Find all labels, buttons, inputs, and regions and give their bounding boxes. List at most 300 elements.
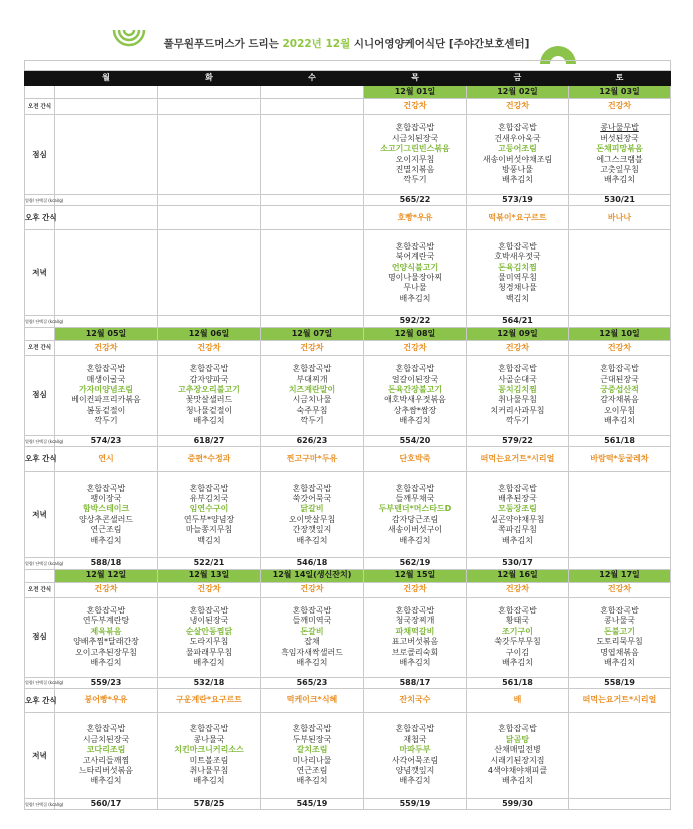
pm-snack-cell: 바람떡*둥굴레차 [569, 447, 671, 472]
kcal-cell [569, 799, 671, 810]
kcal-cell: 559/23 [55, 677, 158, 688]
menu-item: 명이나물장아찌 [387, 272, 443, 282]
menu-item: 청나물겉절이 [185, 405, 233, 415]
menu-item: 재첩국 [403, 734, 427, 744]
pm-snack-row [25, 447, 671, 472]
lunch-row [25, 115, 671, 195]
pm-snack-cell: 증편*수정과 [158, 447, 261, 472]
kcal-cell [261, 195, 364, 206]
menu-item: 돈채피망볶음 [596, 144, 643, 154]
kcal-cell: 573/19 [467, 195, 569, 206]
date-label-cell [25, 569, 55, 582]
menu-item: 혼합잡곡밥 [498, 241, 537, 251]
menu-item: 혼합잡곡밥 [86, 483, 126, 493]
dinner-label: 저녁 [25, 230, 55, 316]
menu-item: 두부텐더*머스타드D [378, 504, 452, 514]
dinner-cell [569, 713, 671, 799]
pm-snack-cell [55, 206, 158, 230]
am-snack-cell: 건강차 [55, 340, 158, 355]
day-tue: 화 [158, 71, 261, 86]
menu-item: 감자당근조림 [391, 514, 439, 524]
menu-item: 배추김치 [90, 535, 122, 545]
menu-item: 치커리사과무침 [490, 405, 545, 415]
dinner-cell [261, 230, 364, 316]
menu-item: 배추김치 [193, 416, 225, 426]
lunch-row [25, 597, 671, 677]
menu-item: 양상추콘샐러드 [78, 514, 134, 524]
kcal-cell: 560/17 [55, 799, 158, 810]
menu-item: 오이맛살무침 [288, 514, 336, 524]
menu-item: 상추쌈*쌈장 [393, 405, 437, 415]
menu-item: 물미역무침 [498, 272, 537, 282]
menu-item: 시금치나물 [292, 395, 332, 405]
day-header-row [25, 71, 671, 86]
date-cell: 12월 13일 [158, 569, 261, 582]
pm-snack-cell: 잔치국수 [364, 689, 467, 713]
pm-snack-cell: 떠먹는요거트*시리얼 [467, 447, 569, 472]
menu-item: 쑥갓두부무침 [494, 637, 541, 647]
kcal-cell: 561/18 [569, 435, 671, 446]
menu-item: 고사리들깨찜 [82, 755, 130, 765]
menu-item: 진멸치볶음 [395, 164, 435, 174]
lunch-cell [158, 597, 261, 677]
lunch-cell [261, 115, 364, 195]
menu-item: 배추김치 [604, 416, 635, 426]
dinner-cell [55, 472, 158, 558]
date-cell: 12월 08일 [364, 327, 467, 340]
lunch-kcal-row [25, 435, 671, 446]
kcal-cell: 559/19 [364, 799, 467, 810]
am-snack-label: 오전 간식 [25, 582, 55, 597]
pm-snack-cell [158, 206, 261, 230]
menu-item: 콩나물무밥 [600, 123, 639, 133]
dinner-cell [364, 230, 467, 316]
kcal-cell [261, 316, 364, 327]
menu-item: 미나리나물 [292, 755, 332, 765]
menu-item: 구이김 [505, 647, 530, 657]
menu-item: 조기구이 [502, 626, 533, 636]
menu-item: 쪽파김무침 [498, 525, 537, 535]
title-prefix: 풀무원푸드머스가 드리는 [163, 38, 283, 50]
dinner-cell [55, 230, 158, 316]
date-cell: 12월 07일 [261, 327, 364, 340]
date-label-cell [25, 327, 55, 340]
menu-item: 버섯된장국 [600, 133, 639, 143]
kcal-cell: 588/17 [364, 677, 467, 688]
date-cell: 12월 06일 [158, 327, 261, 340]
menu-item: 흑임자새싹샐러드 [281, 647, 343, 657]
menu-item: 시래기된장지짐 [490, 755, 545, 765]
lunch-cell [364, 355, 467, 435]
lunch-cell [467, 355, 569, 435]
lunch-cell [467, 115, 569, 195]
lunch-cell [55, 597, 158, 677]
pm-snack-row [25, 689, 671, 713]
kcal-cell: 618/27 [158, 435, 261, 446]
day-sat: 토 [569, 71, 671, 86]
menu-item: 감자양파국 [189, 374, 229, 384]
kcal-cell: 578/25 [158, 799, 261, 810]
menu-item: 에그스크램블 [596, 154, 643, 164]
am-snack-cell: 건강차 [261, 340, 364, 355]
am-snack-row [25, 582, 671, 597]
dinner-cell [569, 472, 671, 558]
date-cell: 12월 02일 [467, 86, 569, 99]
date-row [25, 327, 671, 340]
date-cell: 12월 09일 [467, 327, 569, 340]
am-snack-label: 오전 간식 [25, 340, 55, 355]
menu-item: 미트볼조림 [189, 755, 229, 765]
lunch-cell [55, 115, 158, 195]
dinner-cell [261, 713, 364, 799]
dinner-row [25, 472, 671, 558]
kcal-label: 열량/ 단백질 (kcal/g) [25, 435, 55, 446]
lunch-cell [364, 597, 467, 677]
kcal-cell [55, 195, 158, 206]
pm-snack-cell: 연시 [55, 447, 158, 472]
menu-item: 건새우아욱국 [494, 133, 541, 143]
menu-item: 숙주무침 [296, 405, 328, 415]
menu-item: 코다리조림 [86, 745, 126, 755]
day-fri: 금 [467, 71, 569, 86]
date-label-cell [25, 86, 55, 99]
menu-item: 근대된장국 [600, 374, 639, 384]
menu-item: 혼합잡곡밥 [498, 483, 537, 493]
dinner-cell [364, 472, 467, 558]
kcal-cell: 522/21 [158, 558, 261, 569]
dinner-label: 저녁 [25, 713, 55, 799]
am-snack-cell: 건강차 [569, 340, 671, 355]
menu-item: 오이무침 [604, 405, 635, 415]
dinner-cell [467, 713, 569, 799]
kcal-cell: 588/18 [55, 558, 158, 569]
pm-snack-cell: 단호박죽 [364, 447, 467, 472]
menu-item: 혼합잡곡밥 [600, 364, 639, 374]
am-snack-label: 오전 간식 [25, 99, 55, 115]
menu-item: 혼합잡곡밥 [292, 483, 332, 493]
menu-item: 봄동겉절이 [86, 405, 126, 415]
am-snack-cell: 건강차 [467, 99, 569, 115]
dinner-kcal-row [25, 316, 671, 327]
kcal-cell [158, 316, 261, 327]
menu-item: 느타리버섯볶음 [78, 765, 134, 775]
kcal-cell: 554/20 [364, 435, 467, 446]
menu-item: 냉이된장국 [189, 616, 229, 626]
kcal-cell: 532/18 [158, 677, 261, 688]
menu-item: 배추김치 [399, 535, 431, 545]
menu-item: 순살안동찜닭 [185, 626, 233, 636]
kcal-cell: 565/22 [364, 195, 467, 206]
kcal-cell: 579/22 [467, 435, 569, 446]
menu-item: 청경채나물 [498, 283, 537, 293]
pm-snack-cell: 바나나 [569, 206, 671, 230]
menu-item: 매생이굴국 [86, 374, 126, 384]
date-cell: 12월 03일 [569, 86, 671, 99]
menu-item: 오이고추된장무침 [75, 647, 137, 657]
kcal-label: 열량/ 단백질 (kcal/g) [25, 195, 55, 206]
menu-item: 취나물무침 [498, 395, 537, 405]
am-snack-cell: 건강차 [158, 582, 261, 597]
kcal-cell: 530/21 [569, 195, 671, 206]
lunch-cell [569, 115, 671, 195]
menu-item: 치킨마크니커리소스 [174, 745, 244, 755]
dinner-cell [158, 713, 261, 799]
kcal-cell [158, 195, 261, 206]
pm-snack-cell: 배 [467, 689, 569, 713]
menu-item: 마늘쫑지무침 [185, 525, 233, 535]
menu-item: 백김치 [197, 535, 221, 545]
menu-item: 배추김치 [193, 776, 225, 786]
dinner-kcal-row [25, 799, 671, 810]
menu-item: 양배추찜*달래간장 [73, 637, 139, 647]
menu-item: 시금치된장국 [82, 734, 130, 744]
date-cell: 12월 12일 [55, 569, 158, 582]
dinner-cell [158, 230, 261, 316]
dinner-cell [364, 713, 467, 799]
kcal-label: 열량/ 단백질 (kcal/g) [25, 799, 55, 810]
am-snack-row [25, 99, 671, 115]
menu-item: 배추김치 [502, 776, 533, 786]
lunch-cell [364, 115, 467, 195]
menu-item: 깍두기 [300, 416, 324, 426]
menu-item: 배추김치 [399, 416, 431, 426]
menu-item: 애호박새우젓볶음 [384, 395, 446, 405]
menu-item: 배추김치 [399, 776, 431, 786]
menu-item: 명엽채볶음 [600, 647, 639, 657]
menu-item: 연근조림 [90, 525, 122, 535]
kcal-cell: 530/17 [467, 558, 569, 569]
menu-item: 고등어조림 [498, 144, 537, 154]
menu-item: 깍두기 [505, 416, 530, 426]
menu-item: 배추김치 [90, 776, 122, 786]
menu-item: 혼합잡곡밥 [395, 123, 435, 133]
menu-item: 잡채 [304, 637, 320, 647]
menu-item: 브로콜리숙회 [391, 647, 439, 657]
spacer-row [25, 61, 671, 71]
menu-item: 꽃맛살샐러드 [185, 395, 233, 405]
menu-item: 배추김치 [296, 535, 328, 545]
menu-item: 닭갈비 [300, 504, 324, 514]
menu-item: 연근조림 [296, 765, 328, 775]
menu-item: 혼합잡곡밥 [498, 123, 537, 133]
lunch-cell [55, 355, 158, 435]
day-wed: 수 [261, 71, 364, 86]
pm-snack-label: 오후 간식 [25, 447, 55, 472]
date-cell: 12월 05일 [55, 327, 158, 340]
menu-item: 배추김치 [502, 657, 533, 667]
lunch-kcal-row [25, 677, 671, 688]
menu-item: 깍두기 [403, 175, 427, 185]
menu-item: 콩나물국 [604, 616, 635, 626]
lunch-cell [261, 355, 364, 435]
am-snack-cell [261, 99, 364, 115]
menu-item: 고추장오리불고기 [178, 384, 240, 394]
kcal-cell: 626/23 [261, 435, 364, 446]
menu-item: 팽이장국 [90, 493, 122, 503]
lunch-cell [158, 355, 261, 435]
dinner-kcal-row [25, 558, 671, 569]
menu-item: 궁중섭산적 [600, 384, 639, 394]
lunch-cell [569, 597, 671, 677]
page-title [0, 36, 693, 51]
menu-item: 황태국 [505, 616, 530, 626]
menu-item: 혼합잡곡밥 [395, 605, 435, 615]
menu-item: 혼합잡곡밥 [189, 724, 229, 734]
date-cell: 12월 14일(생신잔치) [261, 569, 364, 582]
menu-item: 실곤약야채무침 [490, 514, 545, 524]
menu-item: 백김치 [505, 293, 530, 303]
date-cell: 12월 01일 [364, 86, 467, 99]
menu-item: 배추된장국 [498, 493, 537, 503]
menu-item: 가자미양념조림 [78, 384, 134, 394]
menu-item: 배추김치 [502, 535, 533, 545]
dinner-row [25, 230, 671, 316]
menu-item: 혼합잡곡밥 [86, 724, 126, 734]
am-snack-cell: 건강차 [364, 99, 467, 115]
kcal-cell [569, 316, 671, 327]
menu-item: 북어계란국 [395, 252, 435, 262]
date-cell: 12월 10일 [569, 327, 671, 340]
lunch-row [25, 355, 671, 435]
am-snack-cell: 건강차 [158, 340, 261, 355]
menu-item: 혼합잡곡밥 [189, 483, 229, 493]
pm-snack-cell: 찐고구마*두유 [261, 447, 364, 472]
menu-item: 혼합잡곡밥 [395, 241, 435, 251]
menu-item: 혼합잡곡밥 [600, 605, 639, 615]
pm-snack-cell [261, 206, 364, 230]
menu-item: 혼합잡곡밥 [395, 364, 435, 374]
menu-item: 모둠장조림 [498, 504, 537, 514]
am-snack-cell: 건강차 [569, 582, 671, 597]
menu-item: 두부된장국 [292, 734, 332, 744]
menu-item: 갈치조림 [296, 745, 328, 755]
pm-snack-cell: 떡볶이*요구르트 [467, 206, 569, 230]
kcal-cell: 592/22 [364, 316, 467, 327]
menu-item: 마파두부 [399, 745, 431, 755]
menu-item: 배추김치 [604, 657, 635, 667]
dinner-cell [569, 230, 671, 316]
menu-item: 돈불고기 [604, 626, 635, 636]
menu-item: 혼합잡곡밥 [292, 364, 332, 374]
menu-item: 혼합잡곡밥 [292, 724, 332, 734]
pm-snack-cell: 붕어빵*우유 [55, 689, 158, 713]
menu-item: 배추김치 [193, 657, 225, 667]
date-cell [261, 86, 364, 99]
menu-item: 배추김치 [399, 293, 431, 303]
am-snack-cell: 건강차 [467, 582, 569, 597]
menu-item: 혼합잡곡밥 [292, 605, 332, 615]
pm-snack-cell: 호빵*우유 [364, 206, 467, 230]
menu-item: 들깨미역국 [292, 616, 332, 626]
date-cell [158, 86, 261, 99]
menu-item: 깍두기 [94, 416, 118, 426]
kcal-cell: 599/30 [467, 799, 569, 810]
menu-item: 들깨무채국 [395, 493, 435, 503]
menu-item: 베이컨파프리카볶음 [71, 395, 141, 405]
kcal-cell: 558/19 [569, 677, 671, 688]
menu-item: 돈육간장불고기 [387, 384, 443, 394]
am-snack-cell: 건강차 [569, 99, 671, 115]
menu-item: 혼합잡곡밥 [395, 724, 435, 734]
menu-item: 표고버섯볶음 [391, 637, 439, 647]
lunch-cell [569, 355, 671, 435]
day-mon: 월 [55, 71, 158, 86]
menu-item: 배추김치 [90, 657, 122, 667]
dinner-cell [55, 713, 158, 799]
menu-item: 돈갈비 [300, 626, 324, 636]
day-thu: 목 [364, 71, 467, 86]
menu-item: 오이지무침 [395, 154, 435, 164]
menu-item: 청국장찌개 [395, 616, 435, 626]
menu-item: 얼갈이된장국 [391, 374, 439, 384]
menu-item: 혼합잡곡밥 [395, 483, 435, 493]
kcal-label: 열량/ 단백질 (kcal/g) [25, 677, 55, 688]
menu-item: 방풍나물 [502, 164, 533, 174]
menu-item: 산채매밀전병 [494, 745, 541, 755]
pm-snack-cell: 떡케이크*식혜 [261, 689, 364, 713]
lunch-label: 점심 [25, 355, 55, 435]
menu-item: 연두부*양념장 [183, 514, 235, 524]
menu-item: 시금치된장국 [391, 133, 439, 143]
kcal-cell: 574/23 [55, 435, 158, 446]
lunch-cell [467, 597, 569, 677]
kcal-cell: 561/18 [467, 677, 569, 688]
menu-item: 혼합잡곡밥 [498, 364, 537, 374]
menu-item: 호박새우젓국 [494, 252, 541, 262]
date-cell [55, 86, 158, 99]
menu-item: 소고기그린빈스볶음 [380, 144, 450, 154]
menu-item: 4색야채야채피클 [487, 765, 548, 775]
menu-item: 혼합잡곡밥 [189, 364, 229, 374]
date-cell: 12월 15일 [364, 569, 467, 582]
dinner-cell [467, 230, 569, 316]
menu-item: 물파래무무침 [185, 647, 233, 657]
menu-item: 혼합잡곡밥 [189, 605, 229, 615]
am-snack-cell: 건강차 [364, 340, 467, 355]
menu-item: 치즈계란말이 [288, 384, 336, 394]
menu-item: 파채떡갈비 [395, 626, 435, 636]
menu-item: 쑥갓어묵국 [292, 493, 332, 503]
menu-item: 도라지무침 [189, 637, 229, 647]
am-snack-cell: 건강차 [467, 340, 569, 355]
lunch-cell [261, 597, 364, 677]
lunch-kcal-row [25, 195, 671, 206]
menu-item: 취나물무침 [189, 765, 229, 775]
menu-item: 연두부계란탕 [82, 616, 130, 626]
menu-item: 양념깻잎지 [395, 765, 435, 775]
menu-item: 사골순대국 [498, 374, 537, 384]
lunch-label: 점심 [25, 597, 55, 677]
dinner-cell [261, 472, 364, 558]
title-month: 2022년 12월 [282, 38, 351, 50]
menu-item: 배추김치 [604, 175, 635, 185]
dinner-row [25, 713, 671, 799]
corner-cell [25, 71, 55, 86]
am-snack-cell [158, 99, 261, 115]
menu-item: 배추김치 [296, 776, 328, 786]
date-row [25, 569, 671, 582]
am-snack-cell [55, 99, 158, 115]
menu-item: 꽁치김치찜 [498, 384, 537, 394]
pm-snack-label: 오후 간식 [25, 206, 55, 230]
lunch-cell [158, 115, 261, 195]
menu-item: 언양식불고기 [391, 262, 439, 272]
pm-snack-row [25, 206, 671, 230]
dinner-cell [467, 472, 569, 558]
am-snack-row [25, 340, 671, 355]
am-snack-cell: 건강차 [364, 582, 467, 597]
menu-item: 부대찌개 [296, 374, 328, 384]
